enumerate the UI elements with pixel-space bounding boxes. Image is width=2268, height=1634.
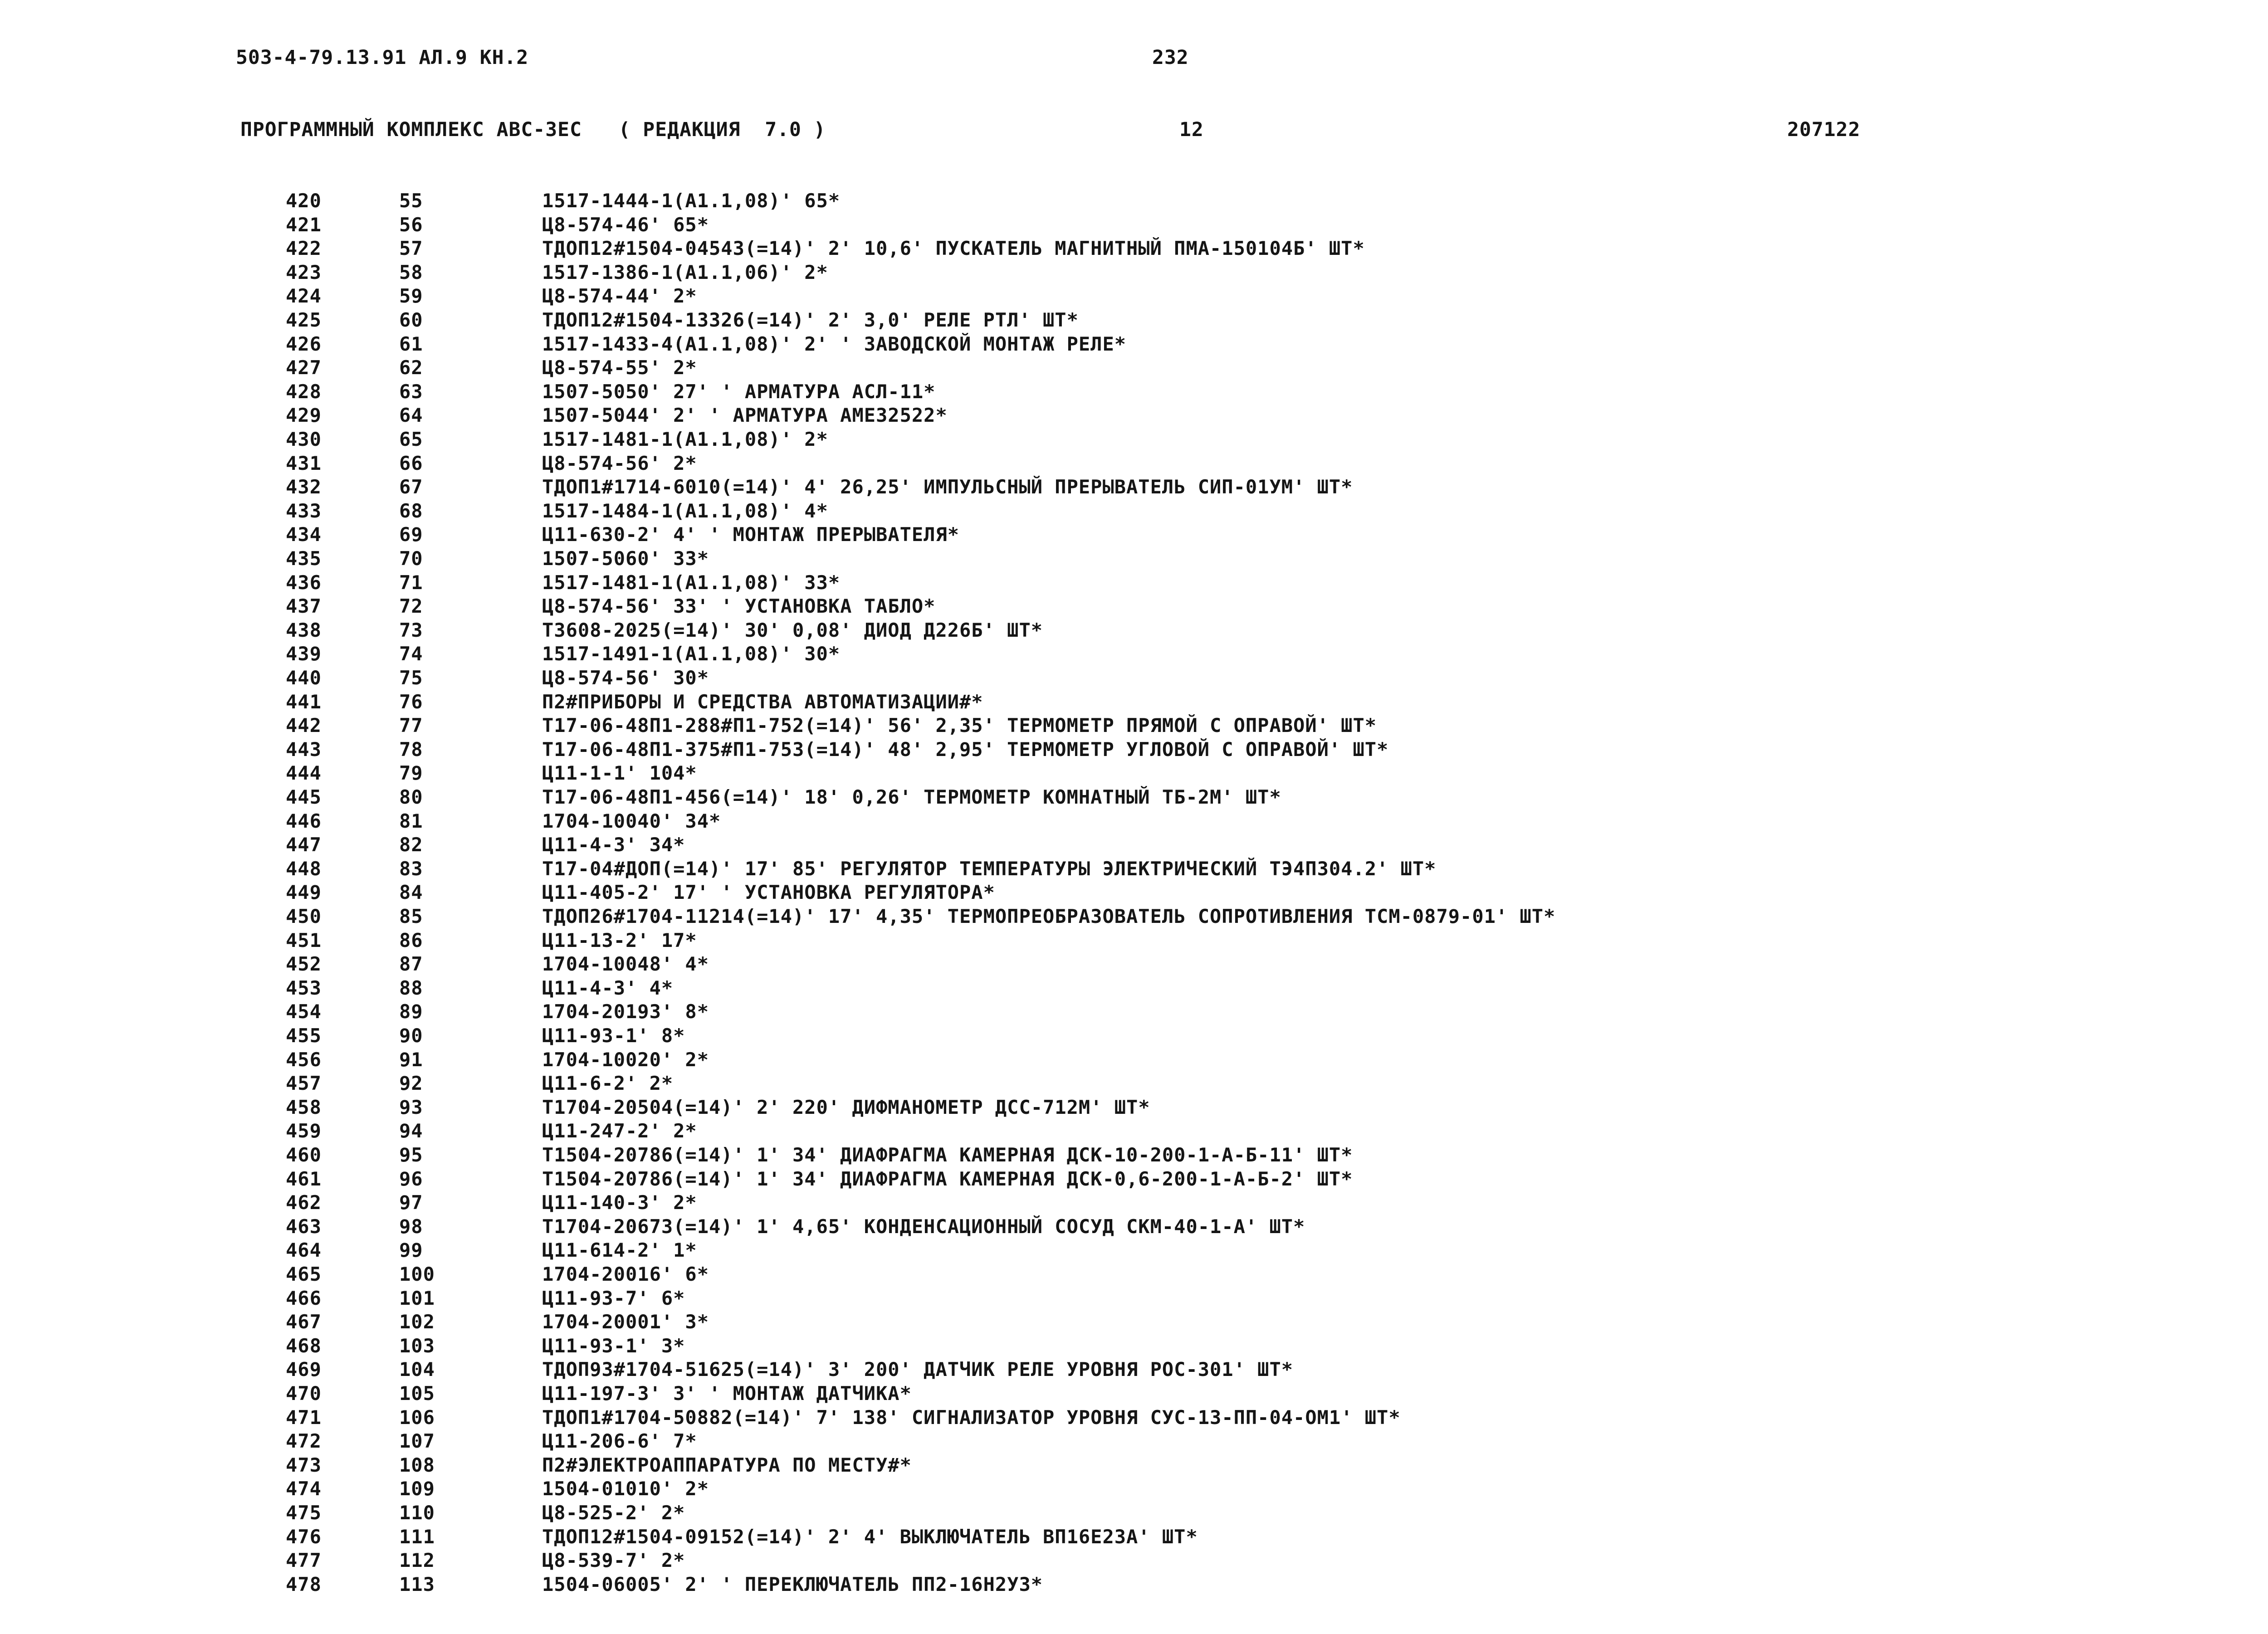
position-number: 89 xyxy=(399,1000,423,1023)
row-number: 478 xyxy=(286,1573,322,1595)
record-text: Т1504-20786(=14)' 1' 34' ДИАФРАГМА КАМЕРНАЯ ДСК-0,6-200-1-А-Б-2' ШТ* xyxy=(542,1168,1353,1190)
row-number: 420 xyxy=(286,190,322,212)
row-number: 476 xyxy=(286,1526,322,1548)
record-text: Ц11-4-3' 34* xyxy=(542,834,685,856)
record-text: 1517-1484-1(А1.1,08)' 4* xyxy=(542,500,828,522)
position-number: 81 xyxy=(399,810,423,832)
record-text: 1507-5050' 27' ' АРМАТУРА АСЛ-11* xyxy=(542,380,936,403)
row-number: 452 xyxy=(286,953,322,975)
listing-row xyxy=(0,1311,2268,1334)
record-text: 1704-20016' 6* xyxy=(542,1263,709,1285)
row-number: 445 xyxy=(286,786,322,808)
record-text: Ц8-574-56' 33' ' УСТАНОВКА ТАБЛО* xyxy=(542,595,936,617)
row-number: 422 xyxy=(286,237,322,259)
position-number: 62 xyxy=(399,356,423,379)
row-number: 437 xyxy=(286,595,322,617)
position-number: 100 xyxy=(399,1263,435,1285)
listing-row xyxy=(0,571,2268,595)
position-number: 111 xyxy=(399,1526,435,1548)
record-text: Ц11-93-7' 6* xyxy=(542,1287,685,1309)
position-number: 104 xyxy=(399,1358,435,1380)
program-title: ПРОГРАММНЫЙ КОМПЛЕКС АВС-3ЕС ( РЕДАКЦИЯ 7.0 ) xyxy=(240,118,826,141)
listing-row xyxy=(0,333,2268,356)
listing-row xyxy=(0,881,2268,905)
listing-row xyxy=(0,714,2268,738)
record-text: Ц11-197-3' 3' ' МОНТАЖ ДАТЧИКА* xyxy=(542,1382,912,1405)
position-number: 78 xyxy=(399,738,423,761)
record-text: 1517-1386-1(А1.1,06)' 2* xyxy=(542,261,828,283)
listing-row xyxy=(0,786,2268,810)
position-number: 55 xyxy=(399,190,423,212)
position-number: 103 xyxy=(399,1335,435,1357)
row-number: 450 xyxy=(286,905,322,927)
row-number: 451 xyxy=(286,929,322,951)
record-text: ТДОП26#1704-11214(=14)' 17' 4,35' ТЕРМОПРЕОБРАЗОВАТЕЛЬ СОПРОТИВЛЕНИЯ ТСМ-0879-01' ШТ* xyxy=(542,905,1556,927)
row-number: 455 xyxy=(286,1024,322,1047)
record-text: П2#ПРИБОРЫ И СРЕДСТВА АВТОМАТИЗАЦИИ#* xyxy=(542,691,983,713)
record-text: Т17-06-48П1-456(=14)' 18' 0,26' ТЕРМОМЕТР КОМНАТНЫЙ ТБ-2М' ШТ* xyxy=(542,786,1281,808)
listing-row xyxy=(0,858,2268,881)
record-text: 1507-5044' 2' ' АРМАТУРА АМЕ32522* xyxy=(542,404,948,426)
row-number: 473 xyxy=(286,1454,322,1476)
listing-row xyxy=(0,905,2268,929)
listing-row xyxy=(0,929,2268,953)
listing-row xyxy=(0,1287,2268,1311)
listing-row xyxy=(0,1096,2268,1120)
listing-row xyxy=(0,691,2268,714)
row-number: 442 xyxy=(286,714,322,737)
listing-row xyxy=(0,1335,2268,1358)
listing-row xyxy=(0,1358,2268,1382)
listing-row xyxy=(0,1144,2268,1167)
row-number: 431 xyxy=(286,452,322,474)
position-number: 59 xyxy=(399,285,423,307)
position-number: 106 xyxy=(399,1406,435,1429)
listing-row xyxy=(0,356,2268,380)
position-number: 60 xyxy=(399,309,423,331)
position-number: 98 xyxy=(399,1215,423,1238)
record-text: 1517-1481-1(А1.1,08)' 33* xyxy=(542,571,841,594)
record-text: Ц11-630-2' 4' ' МОНТАЖ ПРЕРЫВАТЕЛЯ* xyxy=(542,523,960,546)
position-number: 79 xyxy=(399,762,423,784)
listing-row xyxy=(0,977,2268,1000)
listing-row xyxy=(0,428,2268,452)
position-number: 67 xyxy=(399,476,423,498)
row-number: 477 xyxy=(286,1549,322,1571)
record-text: ТДОП1#1714-6010(=14)' 4' 26,25' ИМПУЛЬСНЫЙ ПРЕРЫВАТЕЛЬ СИП-01УМ' ШТ* xyxy=(542,476,1353,498)
record-text: Т1704-20673(=14)' 1' 4,65' КОНДЕНСАЦИОННЫЙ СОСУД СКМ-40-1-А' ШТ* xyxy=(542,1215,1305,1238)
listing-row xyxy=(0,404,2268,428)
position-number: 58 xyxy=(399,261,423,283)
row-number: 454 xyxy=(286,1000,322,1023)
row-number: 444 xyxy=(286,762,322,784)
row-number: 434 xyxy=(286,523,322,546)
position-number: 70 xyxy=(399,547,423,570)
listing-row xyxy=(0,190,2268,213)
position-number: 108 xyxy=(399,1454,435,1476)
listing-row xyxy=(0,1382,2268,1406)
listing-row xyxy=(0,810,2268,834)
position-number: 68 xyxy=(399,500,423,522)
position-number: 84 xyxy=(399,881,423,903)
position-number: 82 xyxy=(399,834,423,856)
listing-row xyxy=(0,1168,2268,1191)
record-text: Т1704-20504(=14)' 2' 220' ДИФМАНОМЕТР ДСС-712М' ШТ* xyxy=(542,1096,1150,1118)
row-number: 469 xyxy=(286,1358,322,1380)
listing-row xyxy=(0,1430,2268,1454)
position-number: 80 xyxy=(399,786,423,808)
row-number: 465 xyxy=(286,1263,322,1285)
position-number: 97 xyxy=(399,1191,423,1214)
row-number: 443 xyxy=(286,738,322,761)
row-number: 471 xyxy=(286,1406,322,1429)
record-text: Ц8-574-55' 2* xyxy=(542,356,697,379)
record-text: Ц11-247-2' 2* xyxy=(542,1120,697,1142)
record-text: Ц11-140-3' 2* xyxy=(542,1191,697,1214)
listing-row xyxy=(0,1191,2268,1215)
position-number: 96 xyxy=(399,1168,423,1190)
position-number: 71 xyxy=(399,571,423,594)
position-number: 72 xyxy=(399,595,423,617)
position-number: 61 xyxy=(399,333,423,355)
listing-row xyxy=(0,667,2268,690)
position-number: 73 xyxy=(399,619,423,641)
row-number: 426 xyxy=(286,333,322,355)
listing-row xyxy=(0,1239,2268,1263)
listing-row xyxy=(0,380,2268,404)
position-number: 65 xyxy=(399,428,423,450)
row-number: 424 xyxy=(286,285,322,307)
row-number: 460 xyxy=(286,1144,322,1166)
record-text: 1517-1433-4(А1.1,08)' 2' ' ЗАВОДСКОЙ МОНТАЖ РЕЛЕ* xyxy=(542,333,1127,355)
record-text: ТДОП12#1504-09152(=14)' 2' 4' ВЫКЛЮЧАТЕЛЬ ВП16Е23А' ШТ* xyxy=(542,1526,1198,1548)
row-number: 458 xyxy=(286,1096,322,1118)
record-text: Т17-06-48П1-288#П1-752(=14)' 56' 2,35' ТЕРМОМЕТР ПРЯМОЙ С ОПРАВОЙ' ШТ* xyxy=(542,714,1377,737)
listing-row xyxy=(0,1024,2268,1048)
record-text: Ц8-525-2' 2* xyxy=(542,1502,685,1524)
record-text: 1517-1444-1(А1.1,08)' 65* xyxy=(542,190,841,212)
row-number: 435 xyxy=(286,547,322,570)
row-number: 466 xyxy=(286,1287,322,1309)
row-number: 428 xyxy=(286,380,322,403)
row-number: 436 xyxy=(286,571,322,594)
record-text: ТДОП93#1704-51625(=14)' 3' 200' ДАТЧИК РЕЛЕ УРОВНЯ РОС-301' ШТ* xyxy=(542,1358,1294,1380)
record-text: Ц11-13-2' 17* xyxy=(542,929,697,951)
listing-row xyxy=(0,643,2268,666)
listing-row xyxy=(0,1502,2268,1525)
position-number: 69 xyxy=(399,523,423,546)
document-code: 503-4-79.13.91 АЛ.9 КН.2 xyxy=(236,46,529,69)
position-number: 75 xyxy=(399,667,423,689)
position-number: 109 xyxy=(399,1478,435,1500)
record-text: 1704-20001' 3* xyxy=(542,1311,709,1333)
row-number: 453 xyxy=(286,977,322,999)
position-number: 113 xyxy=(399,1573,435,1595)
row-number: 468 xyxy=(286,1335,322,1357)
listing-row xyxy=(0,1072,2268,1096)
row-number: 472 xyxy=(286,1430,322,1452)
listing-row xyxy=(0,738,2268,762)
record-text: ТДОП12#1504-13326(=14)' 2' 3,0' РЕЛЕ РТЛ' ШТ* xyxy=(542,309,1079,331)
record-text: Ц11-405-2' 17' ' УСТАНОВКА РЕГУЛЯТОРА* xyxy=(542,881,995,903)
position-number: 99 xyxy=(399,1239,423,1261)
row-number: 470 xyxy=(286,1382,322,1405)
position-number: 77 xyxy=(399,714,423,737)
record-text: 1517-1491-1(А1.1,08)' 30* xyxy=(542,643,841,665)
record-text: Ц8-574-56' 30* xyxy=(542,667,709,689)
record-text: Ц11-6-2' 2* xyxy=(542,1072,674,1094)
position-number: 66 xyxy=(399,452,423,474)
position-number: 87 xyxy=(399,953,423,975)
row-number: 433 xyxy=(286,500,322,522)
listing-row xyxy=(0,834,2268,857)
listing-row xyxy=(0,214,2268,237)
row-number: 448 xyxy=(286,858,322,880)
listing-row xyxy=(0,523,2268,547)
listing-row xyxy=(0,1049,2268,1072)
listing-row xyxy=(0,1573,2268,1597)
listing-row xyxy=(0,237,2268,261)
position-number: 57 xyxy=(399,237,423,259)
position-number: 94 xyxy=(399,1120,423,1142)
row-number: 421 xyxy=(286,214,322,236)
row-number: 447 xyxy=(286,834,322,856)
record-text: Ц8-539-7' 2* xyxy=(542,1549,685,1571)
listing-row xyxy=(0,762,2268,785)
position-number: 83 xyxy=(399,858,423,880)
record-text: Ц8-574-56' 2* xyxy=(542,452,697,474)
position-number: 95 xyxy=(399,1144,423,1166)
row-number: 429 xyxy=(286,404,322,426)
listing-row xyxy=(0,1454,2268,1478)
record-text: ТДОП1#1704-50882(=14)' 7' 138' СИГНАЛИЗАТОР УРОВНЯ СУС-13-ПП-04-ОМ1' ШТ* xyxy=(542,1406,1401,1429)
position-number: 110 xyxy=(399,1502,435,1524)
record-text: Ц8-574-44' 2* xyxy=(542,285,697,307)
position-number: 112 xyxy=(399,1549,435,1571)
listing-row xyxy=(0,1215,2268,1239)
record-text: 1704-10048' 4* xyxy=(542,953,709,975)
row-number: 456 xyxy=(286,1049,322,1071)
position-number: 64 xyxy=(399,404,423,426)
position-number: 102 xyxy=(399,1311,435,1333)
row-number: 430 xyxy=(286,428,322,450)
position-number: 93 xyxy=(399,1096,423,1118)
listing-row xyxy=(0,285,2268,308)
record-text: Т17-04#ДОП(=14)' 17' 85' РЕГУЛЯТОР ТЕМПЕРАТУРЫ ЭЛЕКТРИЧЕСКИЙ ТЭ4П304.2' ШТ* xyxy=(542,858,1437,880)
record-text: 1517-1481-1(А1.1,08)' 2* xyxy=(542,428,828,450)
listing-row xyxy=(0,261,2268,285)
record-text: 1704-10020' 2* xyxy=(542,1049,709,1071)
listing-row xyxy=(0,547,2268,571)
row-number: 449 xyxy=(286,881,322,903)
record-text: Ц11-93-1' 8* xyxy=(542,1024,685,1047)
record-text: Т3608-2025(=14)' 30' 0,08' ДИОД Д226Б' ШТ* xyxy=(542,619,1043,641)
row-number: 441 xyxy=(286,691,322,713)
record-text: 1704-10040' 34* xyxy=(542,810,721,832)
position-number: 88 xyxy=(399,977,423,999)
listing-row xyxy=(0,1120,2268,1143)
row-number: 464 xyxy=(286,1239,322,1261)
listing-row xyxy=(0,953,2268,976)
row-number: 440 xyxy=(286,667,322,689)
record-text: Ц11-93-1' 3* xyxy=(542,1335,685,1357)
position-number: 105 xyxy=(399,1382,435,1405)
row-number: 425 xyxy=(286,309,322,331)
record-text: Ц8-574-46' 65* xyxy=(542,214,709,236)
record-text: 1507-5060' 33* xyxy=(542,547,709,570)
position-number: 74 xyxy=(399,643,423,665)
row-number: 427 xyxy=(286,356,322,379)
position-number: 76 xyxy=(399,691,423,713)
record-text: Ц11-4-3' 4* xyxy=(542,977,674,999)
position-number: 86 xyxy=(399,929,423,951)
position-number: 56 xyxy=(399,214,423,236)
listing-row xyxy=(0,595,2268,619)
row-number: 467 xyxy=(286,1311,322,1333)
record-text: ТДОП12#1504-04543(=14)' 2' 10,6' ПУСКАТЕЛЬ МАГНИТНЫЙ ПМА-150104Б' ШТ* xyxy=(542,237,1365,259)
listing-row xyxy=(0,500,2268,523)
record-text: Ц11-614-2' 1* xyxy=(542,1239,697,1261)
row-number: 463 xyxy=(286,1215,322,1238)
listing-row xyxy=(0,1263,2268,1287)
row-number: 446 xyxy=(286,810,322,832)
listing-row xyxy=(0,476,2268,499)
record-text: П2#ЭЛЕКТРОАППАРАТУРА ПО МЕСТУ#* xyxy=(542,1454,912,1476)
position-number: 91 xyxy=(399,1049,423,1071)
position-number: 92 xyxy=(399,1072,423,1094)
record-text: Ц11-206-6' 7* xyxy=(542,1430,697,1452)
record-text: 1504-01010' 2* xyxy=(542,1478,709,1500)
position-number: 107 xyxy=(399,1430,435,1452)
record-text: Т17-06-48П1-375#П1-753(=14)' 48' 2,95' ТЕРМОМЕТР УГЛОВОЙ С ОПРАВОЙ' ШТ* xyxy=(542,738,1389,761)
position-number: 85 xyxy=(399,905,423,927)
listing-row xyxy=(0,619,2268,643)
program-id: 207122 xyxy=(1787,118,1861,141)
position-number: 101 xyxy=(399,1287,435,1309)
listing-row xyxy=(0,1000,2268,1024)
position-number: 63 xyxy=(399,380,423,403)
row-number: 432 xyxy=(286,476,322,498)
listing-row xyxy=(0,1478,2268,1501)
row-number: 462 xyxy=(286,1191,322,1214)
row-number: 457 xyxy=(286,1072,322,1094)
listing-row xyxy=(0,1406,2268,1430)
position-number: 90 xyxy=(399,1024,423,1047)
listing-row xyxy=(0,1549,2268,1573)
row-number: 439 xyxy=(286,643,322,665)
record-text: Ц11-1-1' 104* xyxy=(542,762,697,784)
record-text: Т1504-20786(=14)' 1' 34' ДИАФРАГМА КАМЕРНАЯ ДСК-10-200-1-А-Б-11' ШТ* xyxy=(542,1144,1353,1166)
record-text: 1504-06005' 2' ' ПЕРЕКЛЮЧАТЕЛЬ ПП2-16Н2У3* xyxy=(542,1573,1043,1595)
row-number: 475 xyxy=(286,1502,322,1524)
listing-row xyxy=(0,309,2268,332)
listing-row xyxy=(0,452,2268,476)
page-number: 232 xyxy=(1152,46,1189,69)
listing-row xyxy=(0,1526,2268,1549)
row-number: 438 xyxy=(286,619,322,641)
row-number: 459 xyxy=(286,1120,322,1142)
row-number: 474 xyxy=(286,1478,322,1500)
record-text: 1704-20193' 8* xyxy=(542,1000,709,1023)
program-page-number: 12 xyxy=(1179,118,1204,141)
row-number: 423 xyxy=(286,261,322,283)
row-number: 461 xyxy=(286,1168,322,1190)
